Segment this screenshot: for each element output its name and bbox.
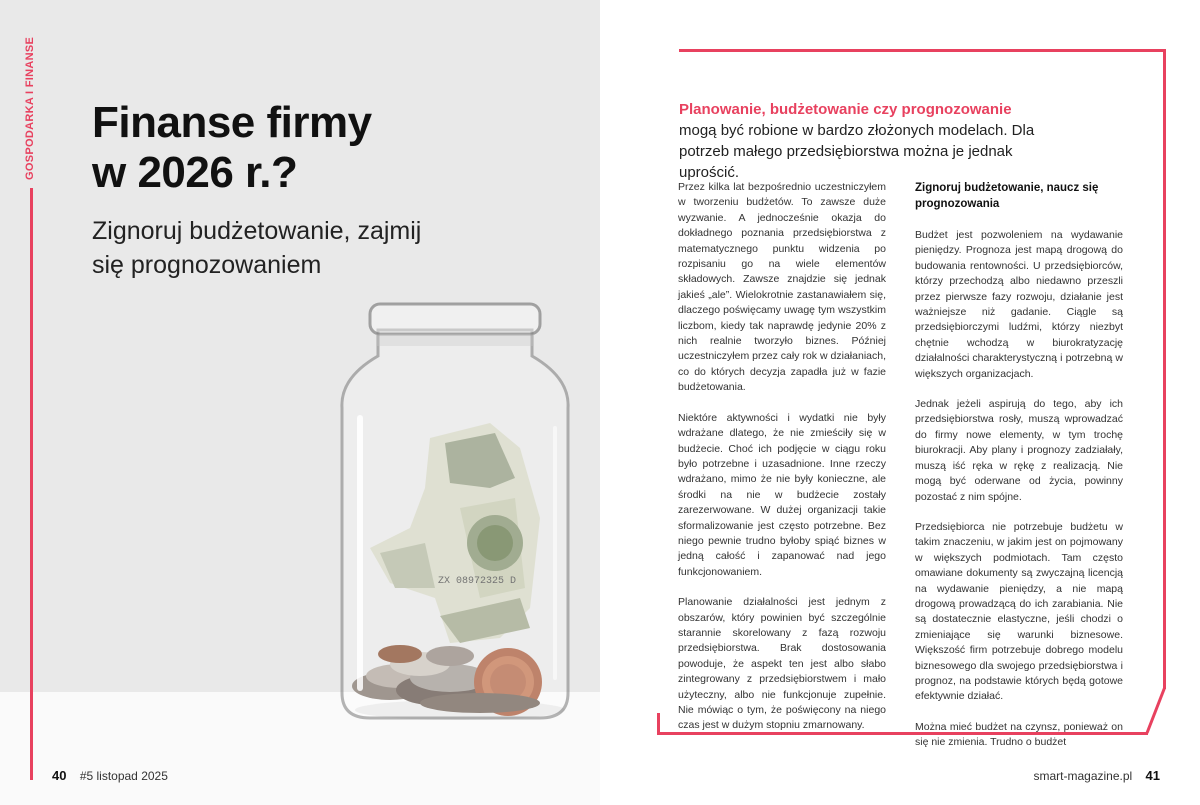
lead-highlight: Planowanie, budżetowanie czy prognozowanie [679, 101, 1012, 118]
paragraph: Przedsiębiorca nie potrzebuje budżetu w takim znaczeniu, w jakim jest on pojmowany w większych podmiotach. Tam często omawiane dokumenty są zwyczajną licencją na wydawanie pieniędzy, a nie mapą drogową prowadzącą do ich zarabiania. Nie są dostatecznie elastyczne, jeśli chodzi o zmieniające się warunki biznesowe. Większość firm potrzebuje dobrego modelu biznesowego dla swojego przedsiębiorstwa i prognoz, na podstawie których będą gotowe efektywnie działać. [915, 520, 1123, 703]
page-number-left: 40 [52, 768, 67, 783]
section-rule [30, 188, 33, 780]
subtitle-line-1: Zignoruj budżetowanie, zajmij [92, 217, 422, 245]
column-heading: Zignoruj budżetowanie, naucz się prognozowania [915, 182, 1099, 210]
frame-border-right [1163, 49, 1166, 689]
article-subtitle [92, 214, 552, 282]
site-url: smart-magazine.pl [1033, 769, 1133, 783]
money-jar-photo [330, 298, 580, 723]
right-page-footer [1033, 768, 1160, 783]
paragraph: Przez kilka lat bezpośrednio uczestniczyłem w tworzeniu budżetów. To zawsze duże wyzwanie. A jednocześnie okazja do dokładnego poznania przedsiębiorstwa z matematycznego punktu widzenia po rozpisaniu go na wiele elementów składowych. Zawsze znajdzie się jednak jakieś „ale”. Wielokrotnie zastanawiałem się, dlaczego poświęcamy uwagę tym wszystkim liczbom, kiedy tak naprawdę jedynie 20% z nich realnie tworzyło biznes. Później uczestniczyłem przez cały rok w działaniach, co do których decyzja zapadła już w fazie budżetowania. [678, 181, 886, 394]
paragraph: Niektóre aktywności i wydatki nie były wdrażane dlatego, że nie zmieściły się w budżecie. Choć ich podjęcie w ciągu roku było potrzebne i uzasadnione. Inne rzeczy wdrażano, mimo że nie były konieczne, ale środki na nie w budżecie zostały zarezerwowane. W dużej organizacji takie sformalizowanie jest często potrzebne. Bez niego pewnie trudno byłoby spiąć biznes w jedną całość i zapanować nad jego funkcjonowaniem. [678, 411, 886, 578]
section-label: GOSPODARKA I FINANSE [24, 36, 36, 180]
lead-text: mogą być robione w bardzo złożonych modelach. Dla potrzeb małego przedsiębiorstwa można je jednak uprościć. [679, 122, 1035, 181]
paragraph: Można mieć budżet na czynsz, ponieważ on się nie zmienia. Trudno o budżet [915, 720, 1123, 749]
page-number-right: 41 [1145, 768, 1160, 783]
text-column-1 [678, 180, 886, 749]
left-page-footer [52, 768, 168, 783]
paragraph: Budżet jest pozwoleniem na wydawanie pieniędzy. Prognoza jest mapą drogową do budowania rentowności. U przedsiębiorców, którzy przechodzą albo niedawno przeszli przez pierwsze fazy rozwoju, działanie jest ważniejsze niż gadanie. Ciągle są przedsiębiorczymi ludźmi, którzy niezbyt chętnie wchodzą w biurokratyzację działalności charakterystyczną i potrzebną w większych organizacjach. [915, 229, 1123, 380]
title-line-1: Finanse firmy [92, 98, 372, 147]
frame-border-top [679, 49, 1165, 52]
issue-label: #5 listopad 2025 [79, 769, 168, 783]
paragraph: Jednak jeżeli aspirują do tego, aby ich przedsiębiorstwa rosły, muszą wprowadzać do firmy nowe elementy, w tym trochę biurokracji. Aby plany i prognozy zadziałały, muszą iść ręka w rękę z realizacją. Nie mogą być oderwane od życia, powinny pozostać z nim spójne. [915, 398, 1123, 503]
frame-border-left [657, 713, 660, 735]
text-column-2 [915, 180, 1123, 766]
paragraph: Planowanie działalności jest jednym z obszarów, który powinien być szczególnie starannie skorelowany z fazą rozwoju przedsiębiorstwa. Brak dostosowania powoduje, że aspekt ten jest albo słabo zintegrowany z przedsiębiorstwem i mało użyteczny, albo nie funkcjonuje zupełnie. Nie mówiąc o tym, że poświęcony na niego czas jest w dużym stopniu zmarnowany. [678, 596, 886, 732]
title-line-2: w 2026 r.? [92, 148, 298, 197]
article-title [92, 98, 512, 198]
lead-paragraph [679, 99, 1051, 183]
subtitle-line-2: się prognozowaniem [92, 251, 322, 279]
